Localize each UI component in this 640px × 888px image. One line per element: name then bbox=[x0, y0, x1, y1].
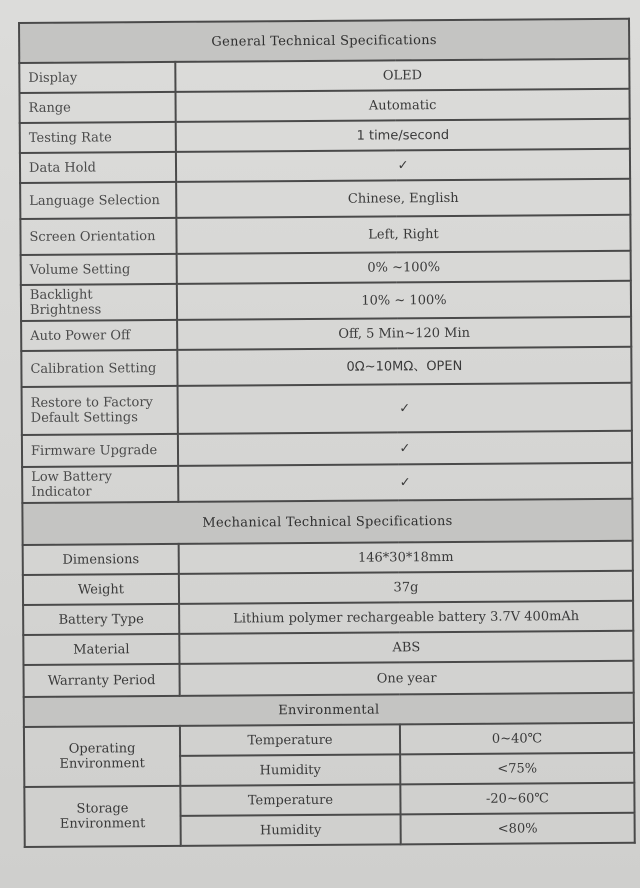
spec-table bbox=[18, 18, 636, 848]
storage-temperature-label: Temperature bbox=[180, 784, 400, 816]
spec-value-backlight: 10% ~ 100% bbox=[177, 281, 631, 320]
spec-value-screen-orientation: Left, Right bbox=[176, 215, 630, 254]
storage-humidity-value: <80% bbox=[401, 813, 635, 845]
mechanical-section-title: Mechanical Technical Specifications bbox=[22, 499, 632, 545]
spec-label-range: Range bbox=[19, 92, 175, 123]
operating-temperature-value: 0~40℃ bbox=[400, 723, 634, 755]
spec-label-screen-orientation: Screen Orientation bbox=[20, 218, 176, 255]
spec-value-restore-defaults: ✓ bbox=[178, 383, 632, 434]
spec-label-backlight: Backlight Brightness bbox=[21, 284, 177, 321]
spec-label-low-battery: Low Battery Indicator bbox=[22, 466, 178, 503]
spec-value-battery-type: Lithium polymer rechargeable battery 3.7V 400mAh bbox=[179, 601, 633, 634]
spec-label-language: Language Selection bbox=[20, 182, 176, 219]
spec-label-display: Display bbox=[19, 62, 175, 93]
operating-environment-label: Operating Environment bbox=[24, 726, 180, 787]
spec-label-firmware-upgrade: Firmware Upgrade bbox=[22, 434, 178, 467]
spec-label-testing-rate: Testing Rate bbox=[20, 122, 176, 153]
spec-label-dimensions: Dimensions bbox=[23, 544, 179, 575]
spec-value-range: Automatic bbox=[175, 89, 629, 122]
operating-humidity-label: Humidity bbox=[180, 754, 400, 786]
storage-humidity-label: Humidity bbox=[181, 814, 401, 846]
spec-label-data-hold: Data Hold bbox=[20, 152, 176, 183]
spec-value-calibration: 0Ω~10MΩ、OPEN bbox=[177, 347, 631, 386]
spec-label-calibration: Calibration Setting bbox=[21, 350, 177, 387]
operating-humidity-value: <75% bbox=[400, 753, 634, 785]
general-section-title: General Technical Specifications bbox=[19, 19, 629, 63]
spec-label-material: Material bbox=[23, 634, 179, 665]
spec-value-display: OLED bbox=[175, 59, 629, 92]
environmental-section-title: Environmental bbox=[24, 693, 634, 727]
storage-environment-label: Storage Environment bbox=[24, 786, 180, 847]
spec-value-language: Chinese, English bbox=[176, 179, 630, 218]
spec-label-restore-defaults: Restore to Factory Default Settings bbox=[22, 386, 178, 435]
spec-value-low-battery: ✓ bbox=[178, 463, 632, 502]
spec-label-auto-power-off: Auto Power Off bbox=[21, 320, 177, 351]
spec-label-battery-type: Battery Type bbox=[23, 604, 179, 635]
spec-value-dimensions: 146*30*18mm bbox=[179, 541, 633, 574]
spec-value-material: ABS bbox=[179, 631, 633, 664]
spec-label-volume: Volume Setting bbox=[21, 254, 177, 285]
storage-temperature-value: -20~60℃ bbox=[400, 783, 634, 815]
spec-label-warranty: Warranty Period bbox=[23, 664, 179, 697]
spec-label-weight: Weight bbox=[23, 574, 179, 605]
spec-value-testing-rate: 1 time/second bbox=[176, 119, 630, 152]
spec-value-auto-power-off: Off, 5 Min~120 Min bbox=[177, 317, 631, 350]
spec-value-data-hold: ✓ bbox=[176, 149, 630, 182]
spec-value-weight: 37g bbox=[179, 571, 633, 604]
spec-value-warranty: One year bbox=[179, 661, 633, 696]
spec-value-firmware-upgrade: ✓ bbox=[178, 431, 632, 466]
operating-temperature-label: Temperature bbox=[180, 724, 400, 756]
spec-value-volume: 0% ~100% bbox=[177, 251, 631, 284]
